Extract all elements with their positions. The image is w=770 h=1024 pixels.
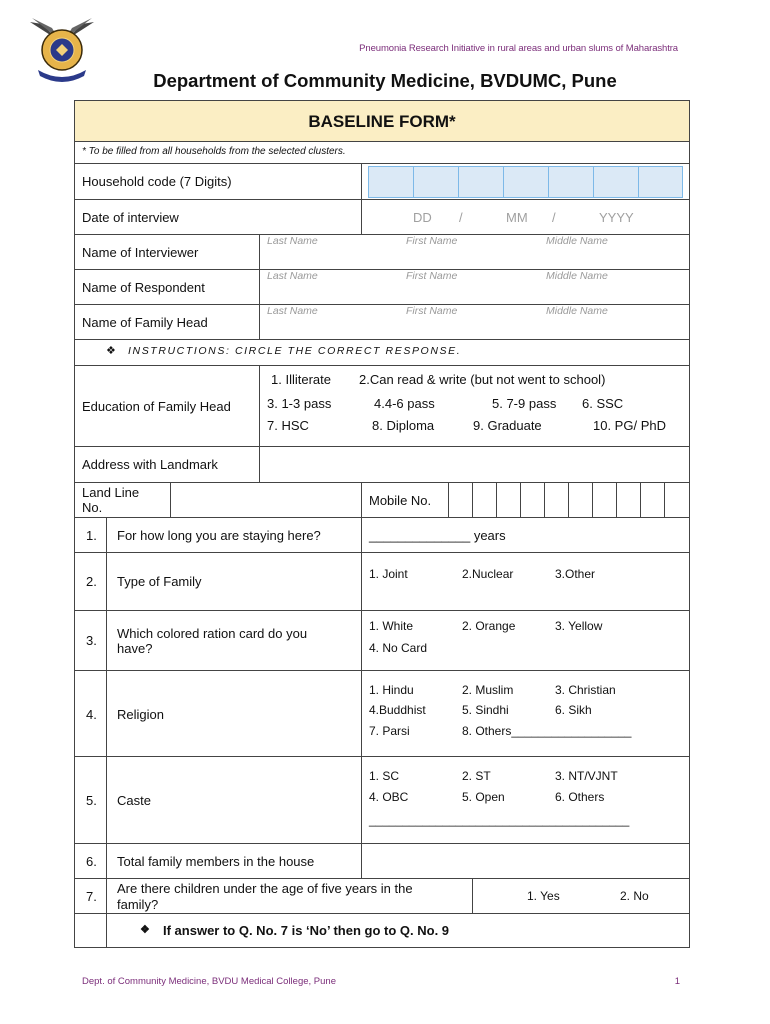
answer-option[interactable]: 5. Open	[462, 790, 505, 804]
project-tagline: Pneumonia Research Initiative in rural areas and urban slums of Maharashtra	[359, 43, 678, 54]
answer-option[interactable]: 1. Joint	[369, 567, 408, 581]
date-separator: /	[459, 210, 463, 225]
answer-option[interactable]: 2. Muslim	[462, 683, 514, 697]
interviewer-first-name-field[interactable]: First Name	[406, 235, 458, 247]
question-text: Which colored ration card do you	[117, 626, 308, 641]
landline-field[interactable]	[172, 484, 360, 516]
family-members-field[interactable]	[363, 845, 687, 877]
rule	[106, 517, 107, 947]
caste-others-field[interactable]: _______________________________________	[369, 813, 630, 827]
education-option-8[interactable]: 8. Diploma	[372, 418, 435, 433]
family-head-last-name-field[interactable]: Last Name	[267, 305, 318, 317]
rule	[74, 843, 690, 844]
answer-option[interactable]: 3. NT/VJNT	[555, 769, 618, 783]
question-number: 3.	[86, 633, 97, 648]
answer-option[interactable]: 5. Sindhi	[462, 703, 509, 717]
answer-option[interactable]: 4.Buddhist	[369, 703, 426, 717]
question-number: 6.	[86, 854, 97, 869]
household-code-label: Household code (7 Digits)	[82, 174, 232, 189]
household-code-digit-4[interactable]	[503, 166, 550, 198]
rule	[472, 878, 473, 913]
rule	[74, 163, 690, 164]
rule	[74, 482, 690, 483]
question-number: 7.	[86, 889, 97, 904]
rule	[74, 141, 690, 142]
date-label: Date of interview	[82, 210, 179, 225]
rule	[664, 482, 665, 517]
answer-option[interactable]: 1. White	[369, 619, 414, 633]
education-label: Education of Family Head	[82, 399, 231, 414]
rule	[74, 913, 690, 914]
education-option-2[interactable]: 2.Can read & write (but not went to school)	[359, 372, 606, 387]
question-number: 1.	[86, 528, 97, 543]
page-number: 1	[674, 976, 680, 987]
rule	[361, 163, 362, 234]
address-field[interactable]	[261, 448, 687, 480]
household-code-digit-6[interactable]	[593, 166, 640, 198]
household-code-digit-1[interactable]	[368, 166, 415, 198]
rule	[448, 482, 449, 517]
answer-option-others-field[interactable]: 8. Others__________________	[462, 724, 632, 738]
rule	[74, 446, 690, 447]
education-option-9[interactable]: 9. Graduate	[473, 418, 542, 433]
date-yyyy-field[interactable]: YYYY	[599, 210, 634, 225]
education-option-6[interactable]: 6. SSC	[582, 396, 624, 411]
rule	[74, 756, 690, 757]
family-head-middle-name-field[interactable]: Middle Name	[546, 305, 608, 317]
answer-option[interactable]: 2. ST	[462, 769, 491, 783]
respondent-middle-name-field[interactable]: Middle Name	[546, 270, 608, 282]
family-head-first-name-field[interactable]: First Name	[406, 305, 458, 317]
years-answer-field[interactable]: ______________ years	[369, 528, 506, 543]
interviewer-last-name-field[interactable]: Last Name	[267, 235, 318, 247]
question-text: Are there children under the age of five years in the	[117, 881, 413, 896]
skip-instruction: If answer to Q. No. 7 is ‘No’ then go to Q. No. 9	[163, 923, 450, 938]
table-border-top	[74, 100, 690, 101]
answer-option[interactable]: 3. Yellow	[555, 619, 603, 633]
family-head-label: Name of Family Head	[82, 315, 208, 330]
rule	[74, 610, 690, 611]
interviewer-label: Name of Interviewer	[82, 245, 199, 260]
form-note: * To be filled from all households from the selected clusters.	[82, 146, 346, 157]
rule	[74, 670, 690, 671]
education-option-3[interactable]: 3. 1-3 pass	[267, 396, 332, 411]
question-text: Religion	[117, 707, 164, 722]
question-text-continued: have?	[117, 641, 153, 656]
mobile-label: Mobile No.	[369, 493, 432, 508]
diamond-bullet-icon: ❖	[106, 345, 116, 357]
table-border-bottom	[74, 947, 690, 948]
question-text-continued: family?	[117, 897, 159, 912]
household-code-digit-5[interactable]	[548, 166, 595, 198]
answer-option-yes[interactable]: 1. Yes	[527, 889, 560, 903]
interviewer-middle-name-field[interactable]: Middle Name	[546, 235, 608, 247]
date-dd-field[interactable]: DD	[413, 210, 432, 225]
answer-option[interactable]: 4. No Card	[369, 641, 428, 655]
date-separator: /	[552, 210, 556, 225]
answer-option[interactable]: 7. Parsi	[369, 724, 410, 738]
diamond-bullet-icon: ❖	[140, 924, 150, 936]
household-code-digit-2[interactable]	[413, 166, 460, 198]
address-label: Address with Landmark	[82, 457, 218, 472]
rule	[496, 482, 497, 517]
rule	[74, 365, 690, 366]
rule	[616, 482, 617, 517]
department-title: Department of Community Medicine, BVDUMC, Pune	[153, 70, 617, 91]
answer-option-no[interactable]: 2. No	[620, 889, 649, 903]
education-option-7[interactable]: 7. HSC	[267, 418, 309, 433]
education-option-4[interactable]: 4.4-6 pass	[374, 396, 435, 411]
answer-option[interactable]: 2.Nuclear	[462, 567, 514, 581]
answer-option[interactable]: 1. SC	[369, 769, 400, 783]
household-code-digit-7[interactable]	[638, 166, 683, 198]
education-option-1[interactable]: 1. Illiterate	[271, 372, 331, 387]
table-border-right	[689, 100, 690, 948]
rule	[640, 482, 641, 517]
rule	[259, 234, 260, 339]
answer-option[interactable]: 2. Orange	[462, 619, 516, 633]
respondent-last-name-field[interactable]: Last Name	[267, 270, 318, 282]
question-text: Type of Family	[117, 574, 202, 589]
rule	[74, 517, 690, 518]
answer-option[interactable]: 4. OBC	[369, 790, 409, 804]
question-number: 5.	[86, 793, 97, 808]
rule	[361, 517, 362, 878]
landline-label-suffix: No.	[82, 500, 103, 515]
rule	[259, 365, 260, 482]
answer-option[interactable]: 6. Others	[555, 790, 605, 804]
answer-option[interactable]: 3.Other	[555, 567, 596, 581]
respondent-first-name-field[interactable]: First Name	[406, 270, 458, 282]
rule	[361, 482, 362, 517]
rule	[520, 482, 521, 517]
question-text: For how long you are staying here?	[117, 528, 321, 543]
question-text: Total family members in the house	[117, 854, 315, 869]
question-number: 2.	[86, 574, 97, 589]
rule	[74, 878, 690, 879]
table-border-left	[74, 100, 75, 948]
answer-option[interactable]: 3. Christian	[555, 683, 616, 697]
respondent-label: Name of Respondent	[82, 280, 205, 295]
instructions-text: INSTRUCTIONS: CIRCLE THE CORRECT RESPONSE.	[128, 345, 462, 357]
rule	[170, 482, 171, 517]
question-number: 4.	[86, 707, 97, 722]
rule	[472, 482, 473, 517]
date-mm-field[interactable]: MM	[506, 210, 528, 225]
rule	[592, 482, 593, 517]
form-title: BASELINE FORM*	[308, 112, 456, 131]
rule	[74, 552, 690, 553]
landline-label: Land Line	[82, 485, 140, 500]
education-option-5[interactable]: 5. 7-9 pass	[492, 396, 557, 411]
answer-option[interactable]: 6. Sikh	[555, 703, 592, 717]
rule	[74, 339, 690, 340]
rule	[568, 482, 569, 517]
answer-option[interactable]: 1. Hindu	[369, 683, 414, 697]
education-option-10[interactable]: 10. PG/ PhD	[593, 418, 666, 433]
household-code-digit-3[interactable]	[458, 166, 505, 198]
footer-text: Dept. of Community Medicine, BVDU Medical College, Pune	[82, 976, 336, 987]
question-text: Caste	[117, 793, 151, 808]
rule	[74, 199, 690, 200]
rule	[544, 482, 545, 517]
